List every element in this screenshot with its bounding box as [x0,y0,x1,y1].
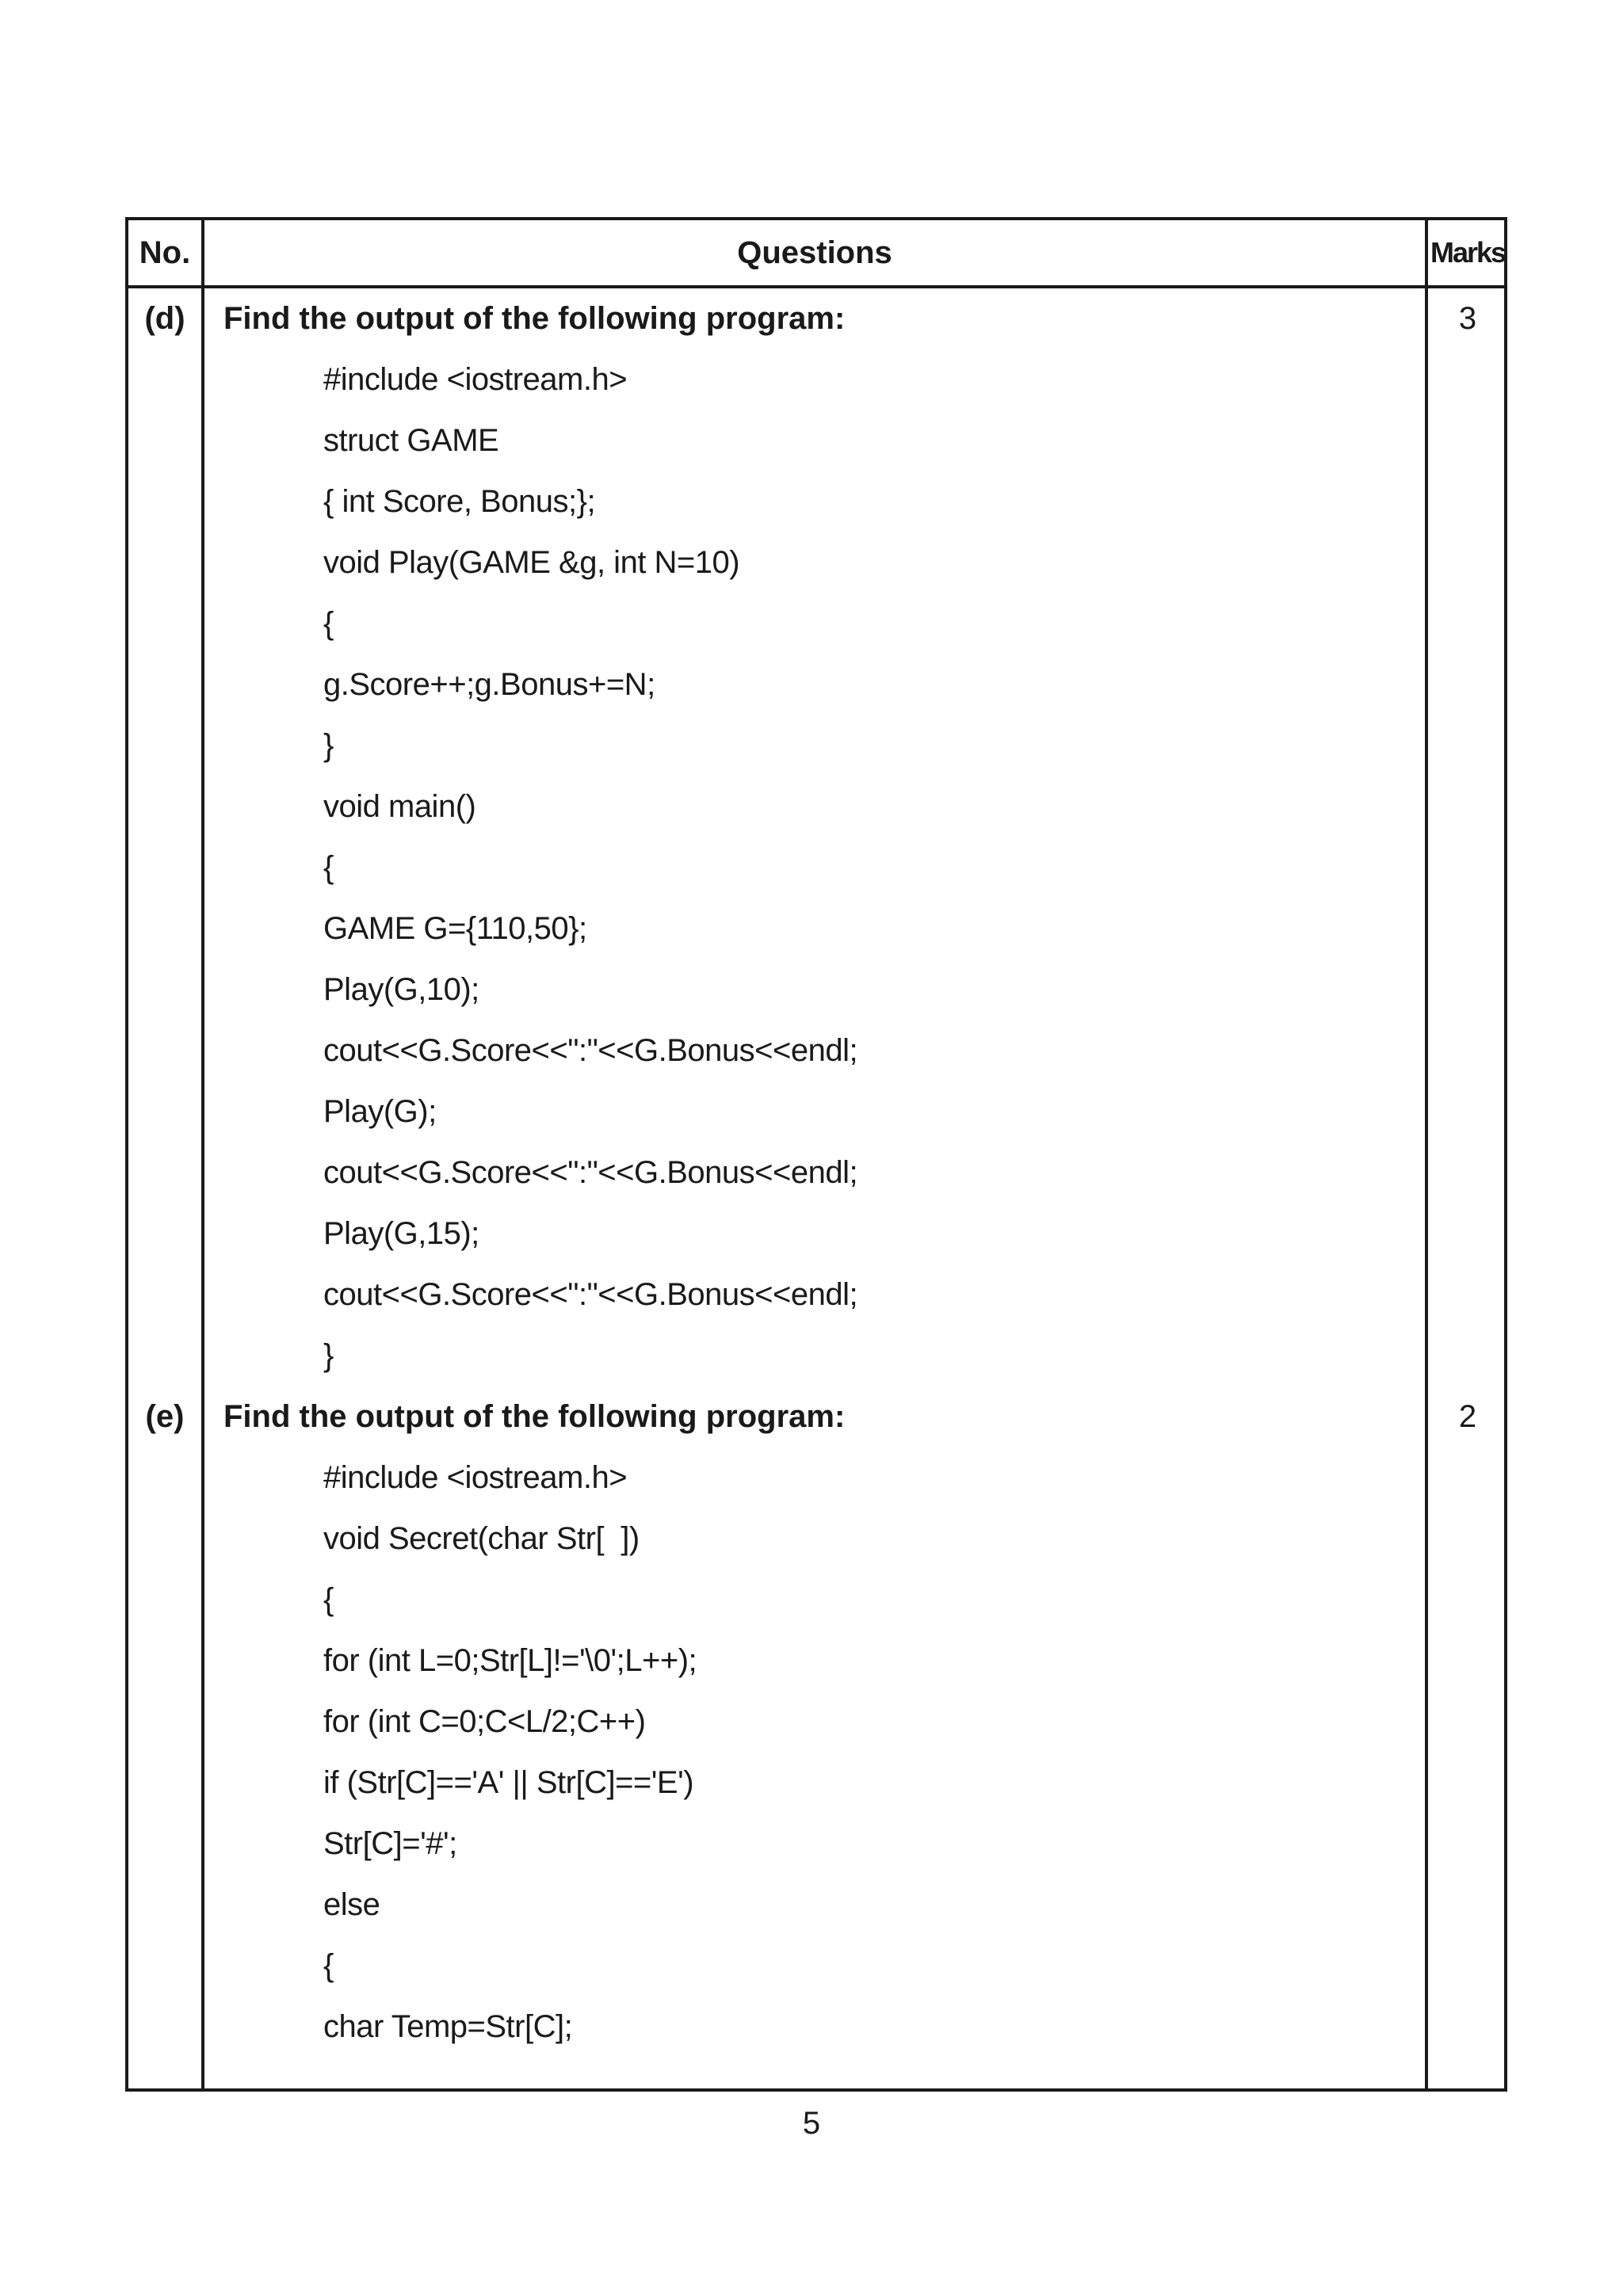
code-line: GAME G={110,50}; [323,911,587,946]
question-number-d: (d) [144,301,185,336]
page-number: 5 [802,2106,821,2141]
code-line: if (Str[C]=='A' || Str[C]=='E') [323,1765,694,1800]
code-line: Play(G,15); [323,1216,479,1251]
code-line: for (int C=0;C<L/2;C++) [323,1704,646,1739]
header-marks: Marks [1430,236,1506,269]
code-line: { int Score, Bonus;}; [323,484,596,519]
code-line: cout<<G.Score<<":"<<G.Bonus<<endl; [323,1277,858,1312]
question-title-d: Find the output of the following program: [223,301,846,336]
code-line: void main() [323,789,476,824]
code-line: cout<<G.Score<<":"<<G.Bonus<<endl; [323,1033,858,1068]
code-block-d [323,360,857,1398]
code-line: #include <iostream.h> [323,362,628,397]
header-questions: Questions [737,235,892,270]
question-marks-e: 2 [1458,1399,1477,1434]
code-line: { [323,850,334,885]
code-line: } [323,1338,334,1373]
code-line: else [323,1887,380,1922]
question-marks-d: 3 [1458,301,1477,336]
column-divider-marks [1425,220,1428,2088]
code-line: { [323,606,334,641]
header-no: No. [139,235,191,270]
code-line: { [323,1582,334,1617]
code-line: void Play(GAME &g, int N=10) [323,545,740,580]
code-line: char Temp=Str[C]; [323,2009,573,2044]
question-table [125,217,1507,2092]
code-line: g.Score++;g.Bonus+=N; [323,667,655,702]
code-line: Play(G); [323,1094,437,1129]
question-number-e: (e) [145,1399,185,1434]
code-line: Play(G,10); [323,972,479,1007]
code-block-e [323,1459,697,2069]
header-divider [128,285,1504,288]
code-line: Str[C]='#'; [323,1826,457,1861]
question-title-e: Find the output of the following program: [223,1399,846,1434]
code-line: void Secret(char Str[ ]) [323,1521,640,1556]
code-line: #include <iostream.h> [323,1460,628,1495]
code-line: cout<<G.Score<<":"<<G.Bonus<<endl; [323,1155,858,1190]
code-line: } [323,728,334,763]
code-line: for (int L=0;Str[L]!='\0';L++); [323,1643,697,1678]
code-line: struct GAME [323,423,499,458]
code-line: { [323,1948,334,1983]
column-divider-no [201,220,204,2088]
